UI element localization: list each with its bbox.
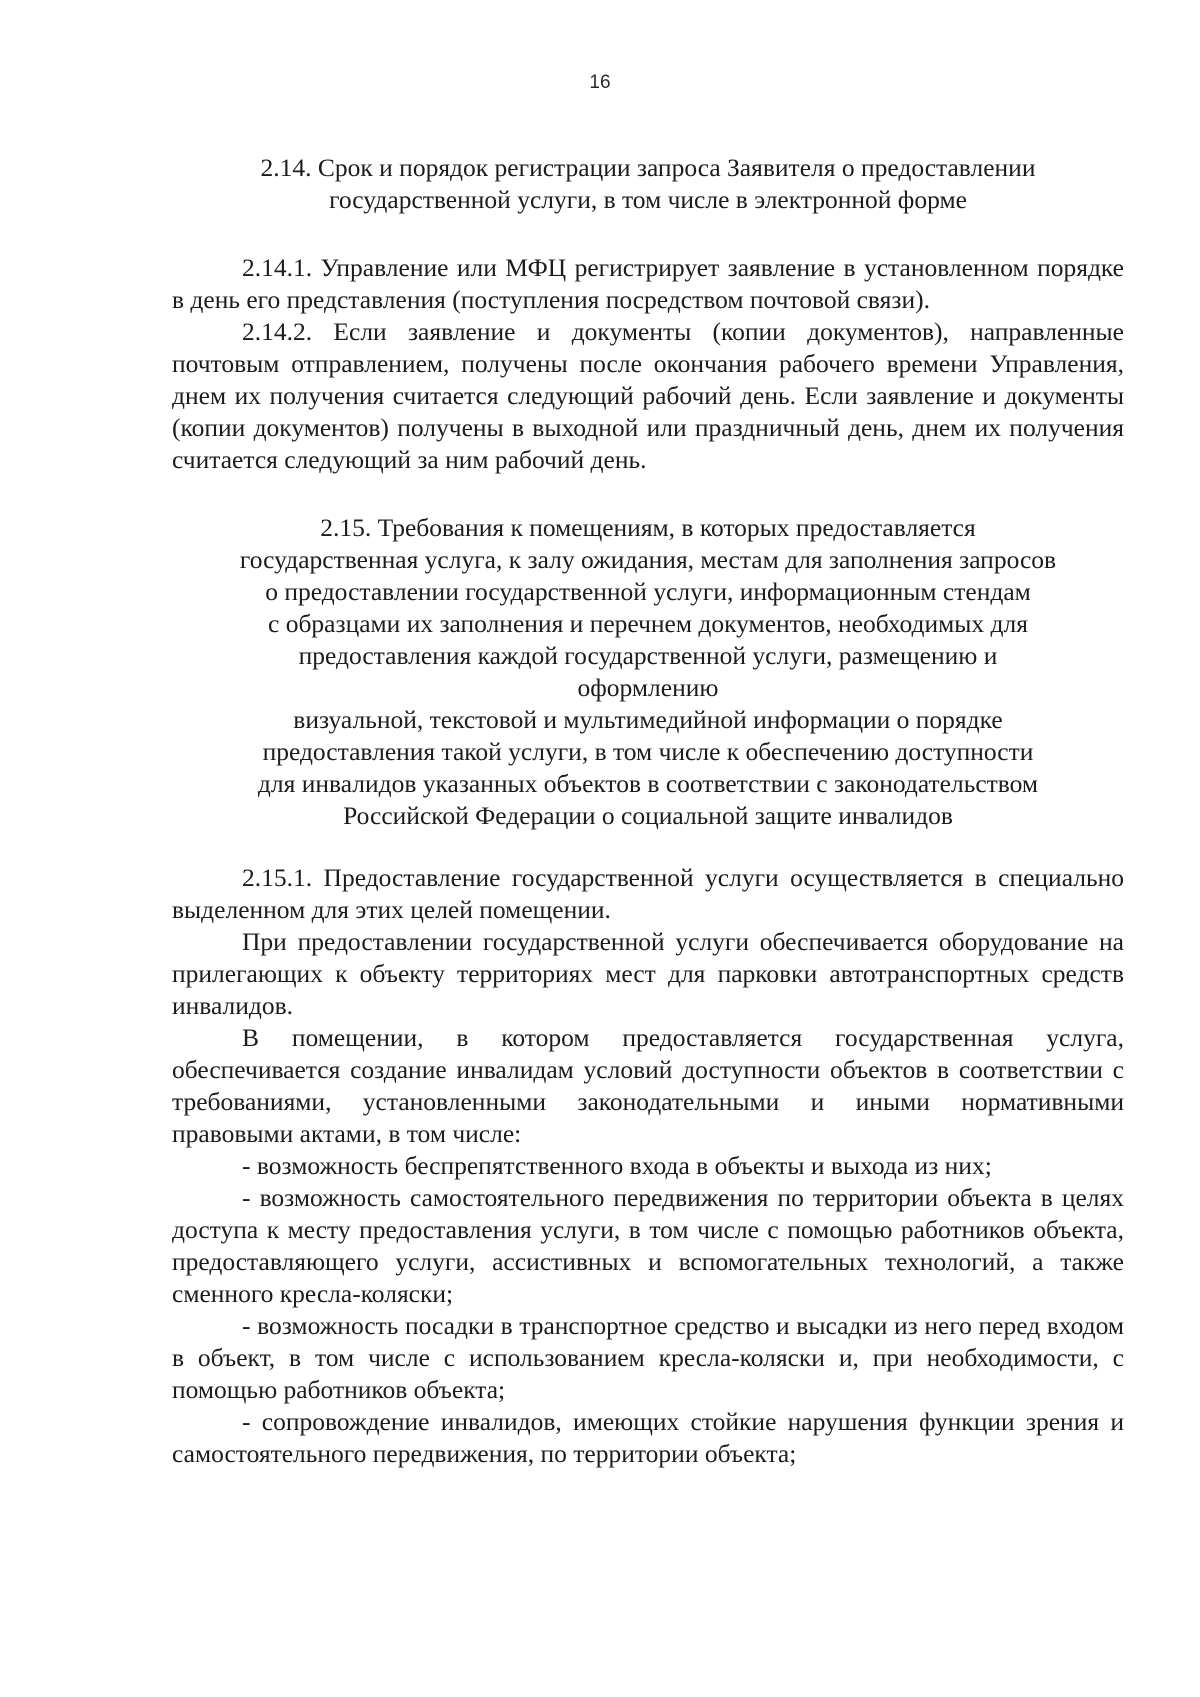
heading-line: 2.14. Срок и порядок регистрации запроса Заявителя о предоставлении [260,153,1036,182]
heading-line: оформлению [577,673,719,702]
heading-line: с образцами их заполнения и перечнем документов, необходимых для [268,609,1028,638]
page-number: 16 [589,72,611,93]
paragraph-accessibility: В помещении, в котором предоставляется государственная услуга, обеспечивается создание инвалидам условий доступности объектов в соответствии с требованиями, установленными законодательными и иными нормативными правовыми актами, в том числе: [172,1023,1124,1148]
paragraph-parking: При предоставлении государственной услуги обеспечивается оборудование на прилегающих к объекту территориях мест для парковки автотранспортных средств инвалидов. [172,927,1124,1020]
heading-line: о предоставлении государственной услуги, информационным стендам [265,577,1031,606]
heading-line: предоставления такой услуги, в том числе к обеспечению доступности [262,737,1034,766]
heading-line: государственная услуга, к залу ожидания, местам для заполнения запросов [239,545,1057,574]
section-heading-2-14 [172,152,1124,216]
paragraph-2-15-1: 2.15.1. Предоставление государственной услуги осуществляется в специально выделенном для этих целей помещении. [172,863,1124,924]
heading-line: предоставления каждой государственной услуги, размещению и [298,641,998,670]
heading-line: 2.15. Требования к помещениям, в которых предоставляется [320,513,976,542]
paragraph-2-14-2: 2.14.2. Если заявление и документы (копии документов), направленные почтовым отправлением, получены после окончания рабочего времени Управления, днем их получения считается следующий рабочий день. Если заявление и документы (копии документов) получены в выходной или праздничный день, днем их получения считается следующий за ним рабочий день. [172,317,1124,474]
section-heading-2-15 [172,512,1124,832]
heading-line: визуальной, текстовой и мультимедийной информации о порядке [293,705,1003,734]
list-item-transport: - возможность посадки в транспортное средство и высадки из него перед входом в объект, в том числе с использованием кресла-коляски и, при необходимости, с помощью работников объекта; [172,1311,1124,1404]
heading-line: Российской Федерации о социальной защите инвалидов [343,801,953,830]
document-body [172,152,1124,1470]
heading-line: для инвалидов указанных объектов в соответствии с законодательством [257,769,1039,798]
list-item-entry-exit: - возможность беспрепятственного входа в объекты и выхода из них; [242,1151,992,1180]
list-item-escort: - сопровождение инвалидов, имеющих стойкие нарушения функции зрения и самостоятельного передвижения, по территории объекта; [172,1407,1124,1468]
heading-line: государственной услуги, в том числе в электронной форме [329,185,967,214]
list-item-movement: - возможность самостоятельного передвижения по территории объекта в целях доступа к месту предоставления услуги, в том числе с помощью работников объекта, предоставляющего услуги, ассистивных и вспомогательных технологий, а также сменного кресла-коляски; [172,1183,1124,1308]
paragraph-2-14-1: 2.14.1. Управление или МФЦ регистрирует заявление в установленном порядке в день его представления (поступления посредством почтовой связи). [172,253,1124,314]
